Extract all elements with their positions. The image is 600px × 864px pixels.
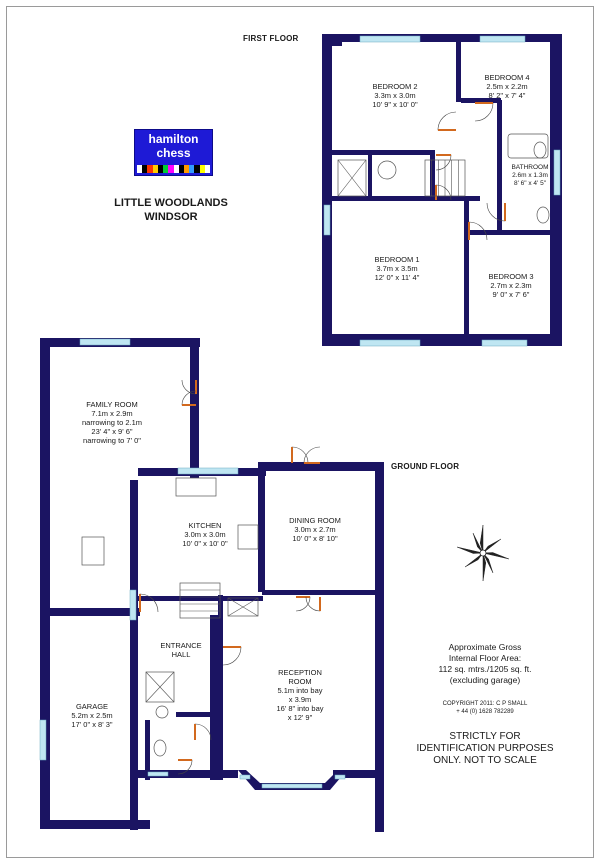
bedroom-3-label bbox=[471, 272, 551, 299]
room-size-metric: 2.7m x 2.3m bbox=[490, 281, 532, 290]
room-name: DINING ROOM bbox=[289, 516, 341, 525]
compass-center bbox=[480, 550, 486, 556]
room-size-metric: 2.5m x 2.2m bbox=[486, 82, 528, 91]
window bbox=[240, 775, 250, 779]
property-town: WINDSOR bbox=[144, 211, 198, 223]
window bbox=[482, 340, 527, 346]
room-size-metric: 5.2m x 2.5m bbox=[71, 711, 113, 720]
tank bbox=[378, 161, 396, 179]
room-name: GARAGE bbox=[75, 702, 109, 711]
wall-segment bbox=[456, 38, 461, 102]
room-size-imperial: 10' 0" x 8' 10" bbox=[292, 534, 338, 543]
wall-segment bbox=[40, 820, 150, 829]
family-room-label bbox=[62, 400, 162, 445]
wall-segment bbox=[430, 150, 435, 200]
room-size-imperial: 17' 0" x 8' 3" bbox=[71, 720, 113, 729]
door-swing bbox=[475, 103, 493, 121]
toilet bbox=[154, 740, 166, 756]
room-name: BEDROOM 3 bbox=[488, 272, 534, 281]
wall-segment bbox=[330, 150, 430, 155]
bath bbox=[508, 134, 548, 158]
room-name: FAMILY ROOM bbox=[86, 400, 138, 409]
door-swing bbox=[292, 447, 308, 463]
property-name: LITTLE WOODLANDS bbox=[114, 197, 228, 209]
room-size-line: 5.1m into bay bbox=[277, 686, 323, 695]
basin bbox=[534, 142, 546, 158]
door-swing bbox=[223, 647, 241, 665]
logo-line-2: chess bbox=[156, 146, 191, 160]
area-line: Internal Floor Area: bbox=[448, 653, 522, 663]
window bbox=[335, 775, 345, 779]
copyright-line: COPYRIGHT 2011: C P SMALL bbox=[442, 701, 528, 707]
wall-segment bbox=[322, 34, 332, 346]
room-name-line: ROOM bbox=[288, 677, 312, 686]
room-name: BATHROOM bbox=[511, 164, 549, 171]
kitchen-label bbox=[165, 521, 245, 548]
disclaimer-line: STRICTLY FOR bbox=[449, 731, 521, 742]
wall-segment bbox=[258, 462, 265, 592]
room-size-metric: 3.7m x 3.5m bbox=[376, 264, 418, 273]
room-name: BEDROOM 2 bbox=[372, 82, 418, 91]
disclaimer bbox=[400, 731, 570, 767]
room-size-line: x 3.9m bbox=[288, 695, 312, 704]
skylight bbox=[82, 537, 104, 565]
room-size-imperial: 8' 2" x 7' 4" bbox=[488, 91, 526, 100]
room-size-imperial: 9' 0" x 7' 6" bbox=[492, 290, 530, 299]
wall-segment bbox=[469, 230, 551, 235]
room-name-line: ENTRANCE bbox=[160, 641, 202, 650]
wall-segment bbox=[258, 462, 383, 471]
window bbox=[324, 205, 330, 235]
basin bbox=[156, 706, 168, 718]
room-size-line: narrowing to 2.1m bbox=[81, 418, 143, 427]
room-size-metric: 2.6m x 1.3m bbox=[512, 172, 548, 179]
wall-segment bbox=[218, 595, 223, 780]
wall-segment bbox=[322, 34, 562, 42]
window bbox=[130, 590, 136, 620]
room-size-line: 16' 8" into bay bbox=[276, 704, 324, 713]
garage-label bbox=[52, 702, 132, 729]
copyright-phone: + 44 (0) 1628 782289 bbox=[456, 709, 514, 715]
wall-segment bbox=[210, 615, 218, 780]
entrance-hall-label bbox=[151, 641, 211, 659]
room-size-imperial: 12' 0" x 11' 4" bbox=[374, 273, 420, 282]
floor-area-note bbox=[410, 642, 560, 686]
room-name: BEDROOM 4 bbox=[484, 73, 530, 82]
room-size-metric: 3.0m x 2.7m bbox=[294, 525, 336, 534]
wall-segment bbox=[130, 480, 138, 830]
dining-room-label bbox=[275, 516, 355, 543]
door-swing bbox=[487, 203, 505, 221]
sink bbox=[176, 478, 216, 496]
window bbox=[178, 468, 238, 474]
logo-check-square bbox=[205, 165, 210, 173]
room-name-line: HALL bbox=[171, 650, 191, 659]
logo-line-1: hamilton bbox=[148, 132, 199, 146]
bathroom-label bbox=[502, 164, 558, 188]
logo-checker-strip bbox=[137, 165, 210, 173]
toilet bbox=[537, 207, 549, 223]
wall-segment bbox=[262, 590, 384, 595]
room-name: BEDROOM 1 bbox=[374, 255, 420, 264]
room-size-imperial: 10' 9" x 10' 0" bbox=[372, 100, 418, 109]
compass-point bbox=[465, 553, 483, 567]
area-line: 112 sq. mtrs./1205 sq. ft. bbox=[438, 664, 532, 674]
door-swing bbox=[306, 597, 320, 611]
disclaimer-line: IDENTIFICATION PURPOSES bbox=[416, 743, 554, 754]
bedroom-4-label bbox=[467, 73, 547, 100]
room-size-metric: 3.0m x 3.0m bbox=[184, 530, 226, 539]
area-line: Approximate Gross bbox=[448, 642, 522, 652]
wall-segment bbox=[218, 770, 238, 778]
area-line: (excluding garage) bbox=[449, 675, 521, 685]
bedroom-1-label bbox=[357, 255, 437, 282]
room-name: KITCHEN bbox=[188, 521, 222, 530]
compass-point bbox=[483, 539, 501, 553]
property-title bbox=[96, 196, 246, 224]
compass-rose bbox=[457, 525, 509, 581]
room-size-line: x 12' 9" bbox=[287, 713, 313, 722]
wall-segment bbox=[464, 196, 469, 346]
wall-segment bbox=[40, 608, 140, 616]
bedroom-2-label bbox=[355, 82, 435, 109]
first-floor-label: FIRST FLOOR bbox=[243, 34, 299, 43]
window bbox=[360, 340, 420, 346]
window bbox=[40, 720, 46, 760]
wall-segment bbox=[190, 338, 199, 478]
window bbox=[360, 36, 420, 42]
hamilton-chess-logo bbox=[134, 129, 213, 176]
wall-segment bbox=[330, 196, 480, 201]
window bbox=[80, 339, 130, 345]
room-size-imperial: 8' 6" x 4' 5" bbox=[513, 180, 547, 187]
disclaimer-line: ONLY. NOT TO SCALE bbox=[433, 755, 537, 766]
room-size-metric: 3.3m x 3.0m bbox=[374, 91, 416, 100]
room-size-line: narrowing to 7' 0" bbox=[83, 436, 141, 445]
room-size-imperial: 10' 0" x 10' 0" bbox=[182, 539, 228, 548]
window bbox=[480, 36, 525, 42]
copyright-note bbox=[420, 700, 550, 716]
room-name-line: RECEPTION bbox=[278, 668, 322, 677]
window bbox=[148, 772, 168, 776]
window bbox=[262, 784, 322, 788]
reception-room-label bbox=[255, 668, 345, 722]
door-swing bbox=[195, 724, 211, 740]
door-swing bbox=[438, 112, 456, 130]
door-swing bbox=[304, 447, 320, 463]
ground-floor-label: GROUND FLOOR bbox=[391, 462, 460, 471]
room-size-line: 23' 4" x 9' 6" bbox=[91, 427, 133, 436]
room-size-line: 7.1m x 2.9m bbox=[91, 409, 133, 418]
wall-segment bbox=[368, 154, 372, 198]
